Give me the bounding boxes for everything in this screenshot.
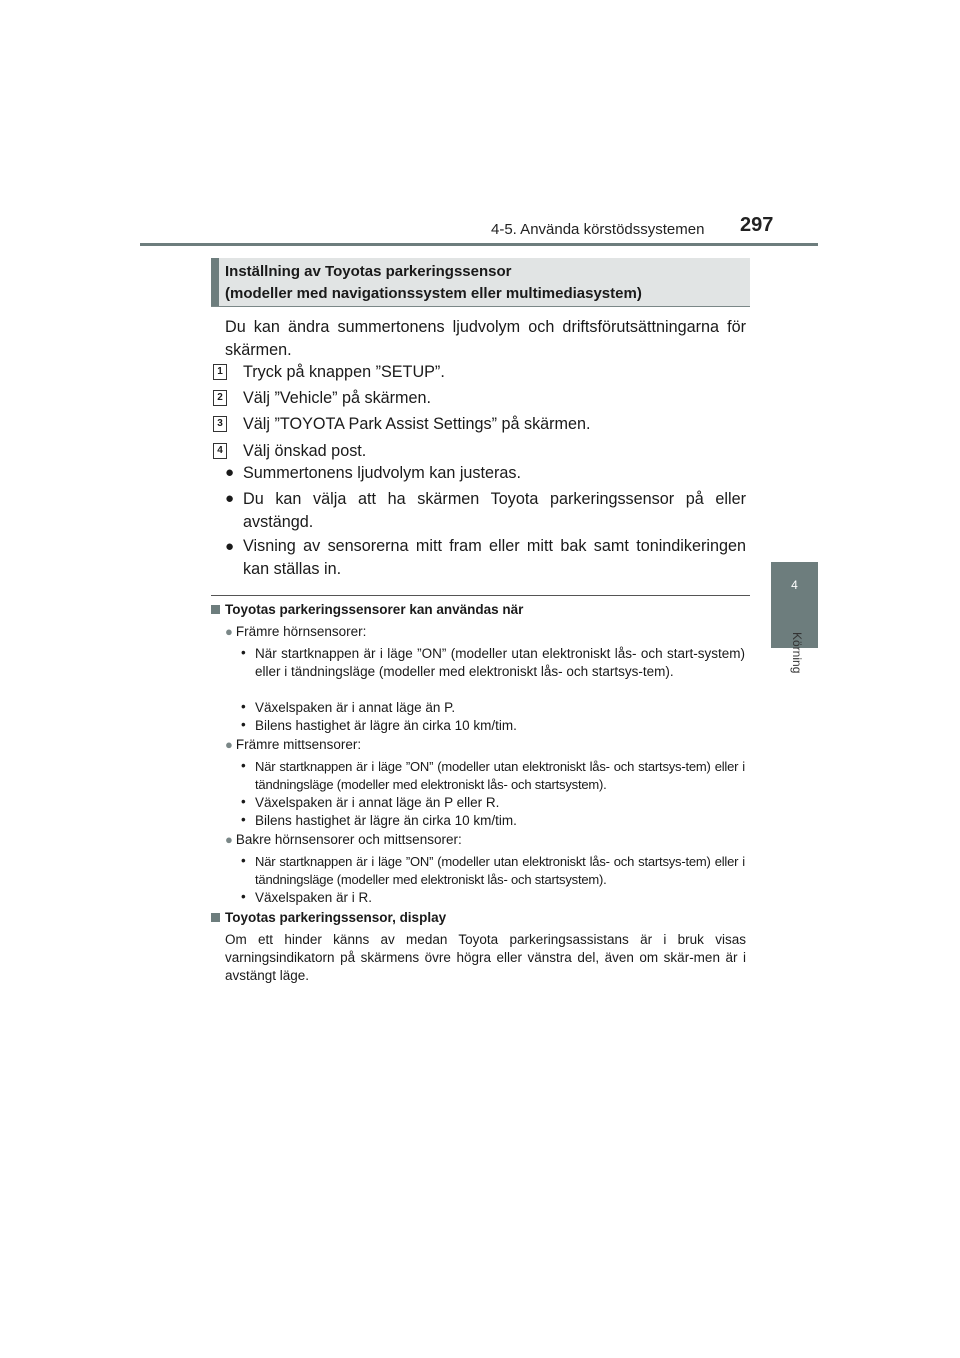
section-heading — [225, 261, 642, 305]
section-heading-accent — [211, 258, 219, 306]
dot-bullet-icon: ● — [225, 624, 233, 639]
step-number-4: 4 — [213, 443, 227, 459]
option-bullet-icon: ● — [225, 490, 235, 507]
list-bullet: • — [241, 645, 246, 660]
step-text-3: Välj ”TOYOTA Park Assist Settings” på skärmen. — [243, 415, 591, 433]
section-label: 4-5. Använda körstödssystemen — [491, 221, 705, 238]
list-bullet: • — [241, 699, 246, 714]
front-corner-title: ● Främre hörnsensorer: — [225, 624, 367, 639]
notes-divider — [211, 595, 750, 596]
chapter-name: Körning — [790, 632, 804, 674]
rear-item-2: Växelspaken är i R. — [255, 890, 373, 905]
option-text-1: Summertonens ljudvolym kan justeras. — [243, 464, 522, 482]
list-bullet: • — [241, 717, 246, 732]
list-bullet: • — [241, 794, 246, 809]
option-bullet-icon: ● — [225, 538, 235, 555]
option-text-2: Du kan välja att ha skärmen Toyota parkeringssensor på eller avstängd. — [243, 490, 746, 531]
front-center-item-2: Växelspaken är i annat läge än P eller R. — [255, 795, 500, 810]
chapter-number: 4 — [791, 578, 798, 592]
front-center-item-3: Bilens hastighet är lägre än cirka 10 km/tim. — [255, 813, 517, 828]
dot-bullet-icon: ● — [225, 832, 233, 847]
front-center-title: ● Främre mittsensorer: — [225, 737, 362, 752]
front-corner-item-2: Växelspaken är i annat läge än P. — [255, 700, 456, 715]
step-text-1: Tryck på knappen ”SETUP”. — [243, 363, 445, 381]
option-text-3: Visning av sensorerna mitt fram eller mitt bak samt tonindikeringen kan ställas in. — [243, 537, 746, 578]
front-corner-item-3: Bilens hastighet är lägre än cirka 10 km/tim. — [255, 718, 517, 733]
list-bullet: • — [241, 758, 246, 773]
rear-item-1: När startknappen är i läge ”ON” (modeller utan elektroniskt lås- och startsys-tem) eller i tändningsläge (modeller med elektroniskt lås- och startsystem). — [255, 854, 745, 887]
front-corner-item-1: När startknappen är i läge ”ON” (modeller utan elektroniskt lås- och start-system) eller i tändningsläge (modeller med elektroniskt lås- och startsys-tem). — [255, 646, 745, 679]
page-number: 297 — [740, 214, 774, 236]
step-text-4: Välj önskad post. — [243, 442, 367, 460]
step-text-2: Välj ”Vehicle” på skärmen. — [243, 389, 432, 407]
square-bullet-icon — [211, 913, 220, 922]
step-number-1: 1 — [213, 364, 227, 380]
list-bullet: • — [241, 812, 246, 827]
dot-bullet-icon: ● — [225, 737, 233, 752]
step-number-3: 3 — [213, 416, 227, 432]
intro-text: Du kan ändra summertonens ljudvolym och driftsförutsättningarna för skärmen. — [225, 318, 746, 359]
display-heading: Toyotas parkeringssensor, display — [211, 910, 446, 925]
front-center-item-1: När startknappen är i läge ”ON” (modeller utan elektroniskt lås- och startsys-tem) eller i tändningsläge (modeller med elektroniskt lås- och startsystem). — [255, 759, 745, 792]
step-number-2: 2 — [213, 390, 227, 406]
list-bullet: • — [241, 889, 246, 904]
heading-line-2: (modeller med navigationssystem eller multimediasystem) — [225, 285, 642, 302]
header-rule — [140, 243, 818, 246]
display-text: Om ett hinder känns av medan Toyota parkeringsassistans är i bruk visas varningsindikatorn på skärmens övre högra eller vänstra del, även om skär-men är i avstängt läge. — [225, 932, 746, 983]
usage-heading: Toyotas parkeringssensorer kan användas när — [211, 602, 523, 617]
list-bullet: • — [241, 853, 246, 868]
option-bullet-icon: ● — [225, 464, 235, 481]
rear-title: ● Bakre hörnsensorer och mittsensorer: — [225, 832, 462, 847]
square-bullet-icon — [211, 605, 220, 614]
heading-line-1: Inställning av Toyotas parkeringssensor — [225, 263, 512, 280]
